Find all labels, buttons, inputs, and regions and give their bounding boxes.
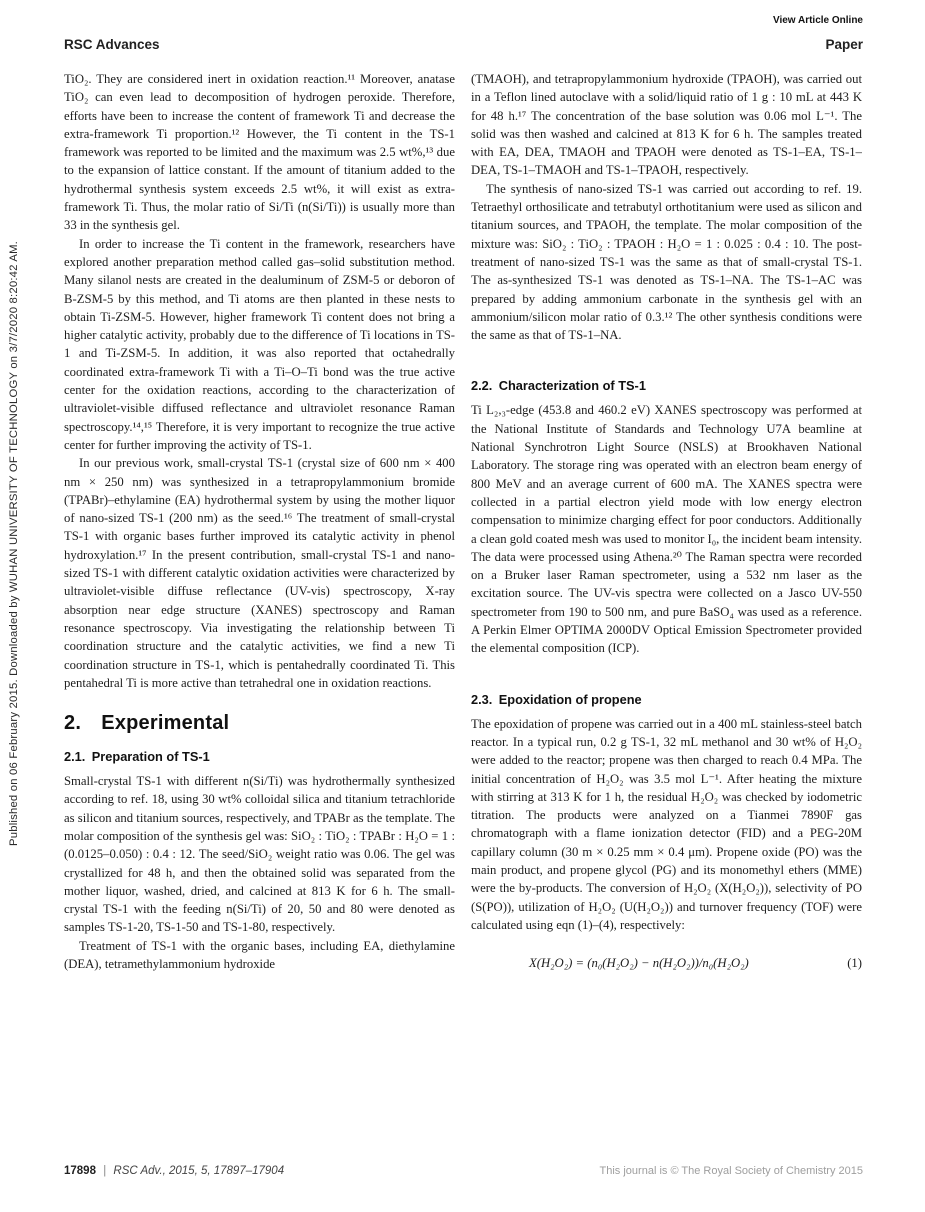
paragraph-propene-epoxidation: The epoxidation of propene was carried out in a 400 mL stainless-steel batch reactor. In a typical run, 0.2 g TS-1, 32 mL methanol and 30 wt% of H₂O₂ were added to the reactor; propene was then charged to reach 0.4 MPa. The initial concentration of H₂O₂ was 3.5 mol L⁻¹. After heating the mixture with stirring at 313 K for 1 h, the residual H₂O₂ was checked by iodometric titration. The products were analyzed on a Tianmei 7890F gas chromatograph with a flame ionization detector (FID) and a PEG-20M capillary column (30 m × 0.25 mm × 0.4 μm). Propene oxide (PO) was the main product, and propene glycol (PG) and its monomethyl ethers (MME) were the by-products. The conversion of H₂O₂ (X(H₂O₂)), selectivity of PO (S(PO)), utilization of H₂O₂ (U(H₂O₂)) and turnover frequency (TOF) were calculated using eqn (1)–(4), respectively: [471,716,862,932]
article-type-label: Paper [825,37,863,52]
paragraph-small-crystal-synthesis: Small-crystal TS-1 with different n(Si/Ti) was hydrothermally synthesized according to ref. 18, using 30 wt% colloidal silica and titanium tetrachloride as silicon and titanium sources, respectively, and TPABr as the template. The molar composition of the synthesis gel was: SiO₂ : TiO₂ : TPABr : H₂O = 1 : (0.0125–0.050) : 0.4 : 12. The seed/SiO₂ weight ratio was 0.06. The gel was crystallized for 48 h, and then the obtained solid was separated from the mother liquor, washed, dried, and calcined at 813 K for 6 h. The small-crystal TS-1 with the feeding n(Si/Ti) of 20, 50 and 80 were denoted as samples TS-1-20, TS-1-50 and TS-1-80, respectively. [64,774,455,935]
page-header [64,37,863,52]
journal-citation: RSC Adv., 2015, 5, 17897–17904 [113,1165,285,1177]
subsection-heading-preparation: 2.1. Preparation of TS-1 [64,749,210,765]
footer-separator: | [103,1165,107,1177]
equation-1-expression: X(H₂O₂) = (n₀(H₂O₂) − n(H₂O₂))/n₀(H₂O₂) [529,956,749,971]
subsection-heading-characterization: 2.2. Characterization of TS-1 [471,378,646,394]
publication-provenance-stamp: Published on 06 February 2015. Downloaded by WUHAN UNIVERSITY OF TECHNOLOGY on 3/7/2020 8:20:42 AM. [8,240,20,846]
left-column [64,70,455,1160]
paragraph-tio2-inert: TiO₂. They are considered inert in oxidation reaction.¹¹ Moreover, anatase TiO₂ can even lead to decomposition of hydrogen peroxide. Therefore, efforts have been to increase the content of framework Ti and decrease the extra-framework Ti proportion.¹² However, the Ti content in the TS-1 framework was reported to be limited and the maximum was 2.5 wt%,¹³ due to the expansion of lattice constant. If the amount of titanium added to the hydrothermal synthesis system exceeds 2.5 wt%, it will exist as extra-framework Ti. Thus, the molar ratio of Si/Ti (n(Si/Ti)) is usually more than 33 in the synthesis gel. [64,72,455,233]
footer-citation [64,1165,284,1177]
article-body [64,70,862,1160]
paragraph-nano-sized-synthesis: The synthesis of nano-sized TS-1 was carried out according to ref. 19. Tetraethyl orthosilicate and tetrabutyl orthotitanium were used as silicon and titanium sources, and TPAOH, the template. The molar composition of the mixture was: SiO₂ : TiO₂ : TPAOH : H₂O = 1 : 0.025 : 0.4 : 10. The post-treatment of nano-sized TS-1 was the same as that of small-crystal TS-1. The as-synthesized TS-1 was denoted as TS-1–NA. The TS-1–AC was prepared by adding ammonium carbonate in the synthesis gel with an ammonium/silicon molar ratio of 0.3.¹² The other synthesis conditions were the same as that of TS-1–NA. [471,181,862,343]
paragraph-previous-work: In our previous work, small-crystal TS-1 (crystal size of 600 nm × 400 nm × 250 nm) was synthesized in a tetrapropylammonium bromide (TPABr)–ethylamine (EA) hydrothermal system by using the mother liquor of nano-sized TS-1 (200 nm) as the seed.¹⁶ The treatment of small-crystal TS-1 with organic bases further improved its catalytic activity in phenol hydroxylation.¹⁷ In the present contribution, small-crystal TS-1 and nano-sized TS-1 with different catalytic oxidation activities were characterized by ultraviolet-visible diffuse reflectance (UV-vis) spectroscopy, X-ray absorption near edge structure (XANES) spectroscopy and Raman resonance spectroscopy. Via investigating the relationship between Ti coordination structure and the catalytic activities, we find a new Ti coordination structure in TS-1, which is pentahedrally coordinated Ti. This pentahedral Ti is more active than tetrahedral one in oxidation reactions. [64,456,455,690]
equation-1 [471,956,862,971]
paragraph-xanes-characterization: Ti L₂,₃-edge (453.8 and 460.2 eV) XANES spectroscopy was performed at the National Institute of Standards and Technology U7A beamline at National Synchrotron Light Source (NSLS) at Brookhaven National Laboratory. The storage ring was operated with an electron beam energy of 800 MeV and an average current of 600 mA. The XANES spectra were collected in a partial electron yield mode with low energy electron compensation to minimize charging effect for poor conductors. Additionally a clean gold coated mesh was used to monitor I₀, the incident beam intensity. The data were processed using Athena.²⁰ The Raman spectra were recorded on a Bruker laser Raman spectrometer, using a 532 nm laser as the excitation source. The UV-vis spectra were collected on a Jasco UV-550 spectrometer from 190 to 500 nm, and pure BaSO₄ was used as a reference. A Perkin Elmer OPTIMA 2000DV Optical Emission Spectrometer provided the elemental composition (ICP). [471,403,862,656]
section-heading-experimental: 2. Experimental [64,712,230,735]
right-column [471,70,862,1160]
paragraph-tmaoh-tpaoh: (TMAOH), and tetrapropylammonium hydroxide (TPAOH), was carried out in a Teflon lined autoclave with a solid/liquid ratio of 1 g : 10 mL at 443 K for 48 h.¹⁷ The concentration of the base solution was 0.06 mol L⁻¹. The solid was then washed and calcined at 813 K for 6 h. The samples treated with EA, DEA, TMAOH and TPAOH were denoted as TS-1–EA, TS-1–DEA, TS-1–TMAOH and TS-1–TPAOH, respectively. [471,72,862,178]
paragraph-treatment-organic-bases: Treatment of TS-1 with the organic bases, including EA, diethylamine (DEA), tetramethylammonium hydroxide [64,938,455,972]
subsection-heading-epoxidation: 2.3. Epoxidation of propene [471,691,642,707]
footer-copyright: This journal is © The Royal Society of Chemistry 2015 [599,1165,863,1177]
page-footer [64,1165,863,1177]
equation-1-number: (1) [847,956,862,971]
paragraph-gas-solid-method: In order to increase the Ti content in the framework, researchers have explored another preparation method called gas–solid substitution method. Many silanol nests are created in the dealuminum of ZSM-5 or deboron of B-ZSM-5 by this method, and Ti atoms are then planted in these nests to obtain Ti-ZSM-5. However, higher framework Ti content does not bring a higher catalytic activity, probably due to the difference of Ti locations in TS-1 and Ti-ZSM-5. In addition, it was also reported that octahedrally coordinated extra-framework Ti with a Ti–O–Ti bond was the true active center for the oxidation reactions, according to the characterization of ultraviolet-visible diffused reflectance and ultraviolet resonance Raman spectroscopy.¹⁴,¹⁵ Therefore, it is very important to recognize the true active center for further improving the activity of TS-1. [64,236,455,452]
journal-name: RSC Advances [64,37,160,52]
view-article-online-link[interactable]: View Article Online [772,15,863,26]
page-number: 17898 [64,1165,96,1177]
